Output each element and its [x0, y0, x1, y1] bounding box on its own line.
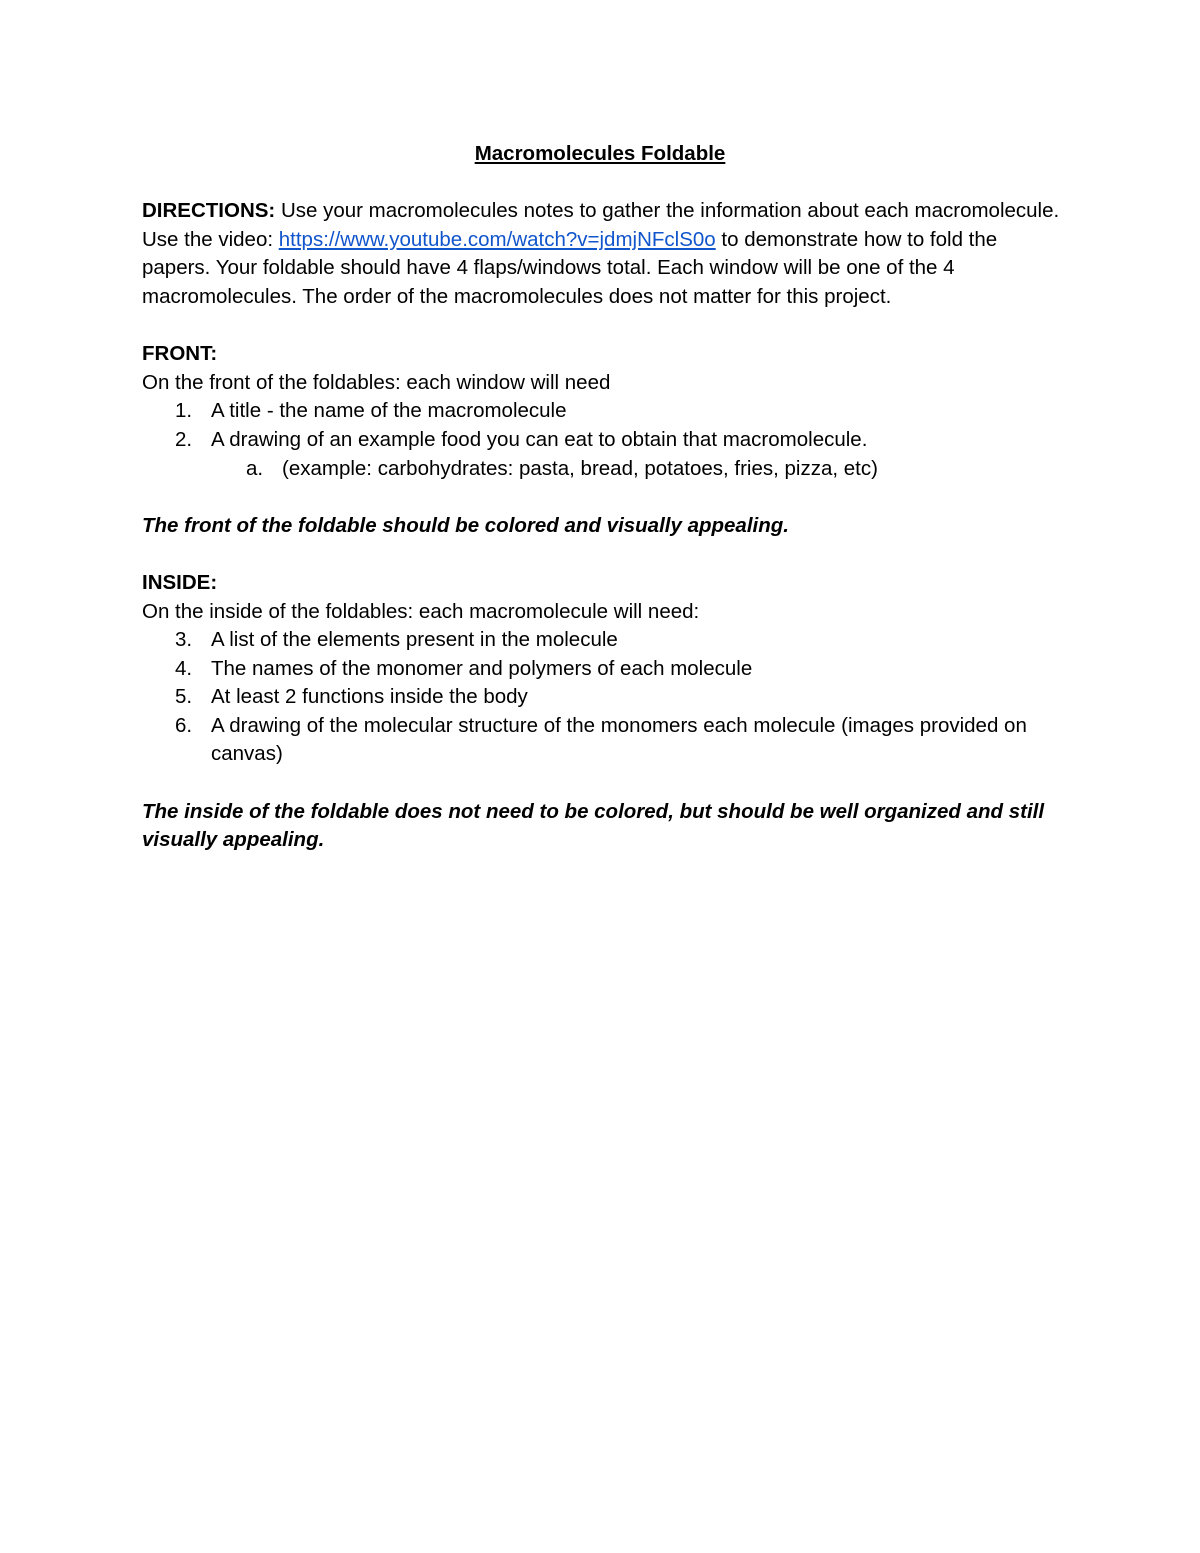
- list-item-number: 6.: [175, 713, 193, 737]
- spacer: [142, 769, 1062, 798]
- directions-text-before-link: Use your macromolecules notes to gather the information about each macromolecule. Use the video:: [142, 199, 1060, 251]
- list-item: [142, 655, 1062, 684]
- front-intro: On the front of the foldables: each window will need: [142, 370, 611, 394]
- directions-text-after-link: to demonstrate how to fold the papers. Your foldable should have 4 flaps/windows total. Each window will be one of the 4 macromolecules. The order of the macromolecules does not matter for this project.: [142, 227, 998, 308]
- list-item-text: (example: carbohydrates: pasta, bread, potatoes, fries, pizza, etc): [282, 456, 878, 480]
- list-item-text: A list of the elements present in the molecule: [211, 628, 618, 652]
- list-item: [142, 397, 1062, 426]
- front-note: The front of the foldable should be colored and visually appealing.: [142, 513, 789, 537]
- inside-list: [142, 626, 1062, 769]
- inside-heading: INSIDE:: [142, 570, 218, 594]
- inside-intro: On the inside of the foldables: each macromolecule will need:: [142, 599, 700, 623]
- document-title: Macromolecules Foldable: [474, 142, 726, 165]
- video-link[interactable]: https://www.youtube.com/watch?v=jdmjNFclS0o: [278, 227, 716, 251]
- list-item-number: 3.: [175, 628, 193, 652]
- sub-list-item: [142, 455, 1062, 484]
- list-item-letter: a.: [246, 456, 264, 480]
- front-list: [142, 397, 1062, 483]
- list-item: [142, 712, 1062, 769]
- list-item-number: 2.: [175, 427, 193, 451]
- front-heading: FRONT:: [142, 342, 218, 366]
- list-item-text: The names of the monomer and polymers of each molecule: [211, 656, 753, 680]
- spacer: [142, 483, 1062, 512]
- list-item-text: A drawing of an example food you can eat to obtain that macromolecule.: [211, 427, 868, 451]
- list-item-text: At least 2 functions inside the body: [211, 685, 528, 709]
- document-page: [142, 140, 1062, 855]
- list-item-text: A drawing of the molecular structure of the monomers each molecule (images provided on canvas): [211, 713, 1027, 766]
- list-item-number: 5.: [175, 685, 193, 709]
- inside-note: The inside of the foldable does not need to be colored, but should be well organized and still visually appealing.: [142, 799, 1045, 852]
- list-item-number: 1.: [175, 399, 193, 423]
- list-item-text: A title - the name of the macromolecule: [211, 399, 567, 423]
- spacer: [142, 312, 1062, 341]
- directions-paragraph: [142, 197, 1062, 311]
- list-item-number: 4.: [175, 656, 193, 680]
- list-item: [142, 683, 1062, 712]
- list-item: [142, 626, 1062, 655]
- directions-label: DIRECTIONS:: [142, 199, 276, 223]
- spacer: [142, 540, 1062, 569]
- list-item: [142, 426, 1062, 455]
